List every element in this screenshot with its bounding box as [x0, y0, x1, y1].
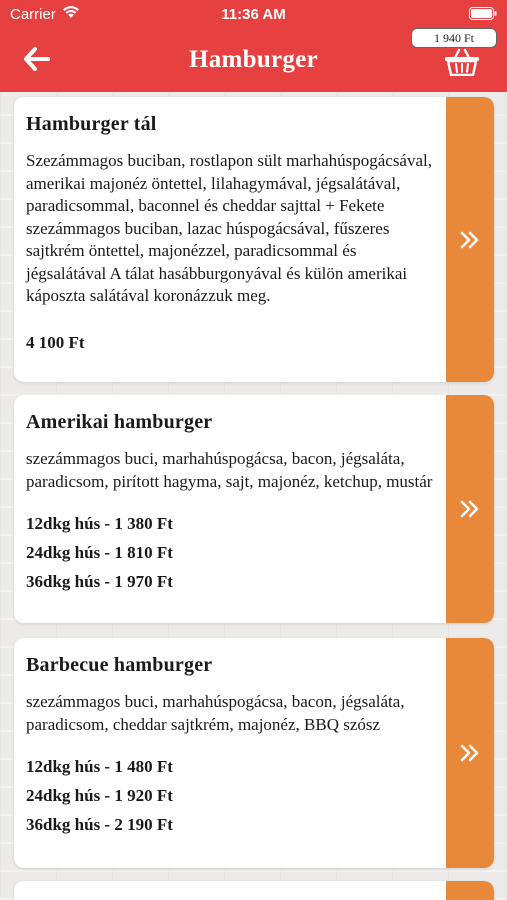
- menu-item-prices: [26, 328, 434, 357]
- battery-icon: [469, 7, 497, 20]
- menu-item-prices: [26, 752, 434, 839]
- menu-item-title: Amerikai hamburger: [26, 411, 213, 433]
- menu-item-description: Szezámmagos buciban, rostlapon sült marhahúspogácsával, amerikai majonéz öntettel, lilahagymával, jégsalátával, paradicsommal, baconnel és cheddar sajttal + Fekete szezámmagos buciban, lazac húspogácsával, fűszeres sajtkrém öntettel, majonézzel, paradicsommal és jégsalátával A tálat hasábburgonyával és külön amerikai káposzta salátával koronázzuk meg.: [26, 151, 432, 305]
- double-chevron-right-icon: [458, 497, 482, 521]
- basket-icon[interactable]: [444, 48, 480, 76]
- menu-item-title: Hamburger tál: [26, 113, 157, 135]
- menu-item-body: [14, 395, 446, 623]
- open-item-button[interactable]: [446, 638, 494, 868]
- menu-item-price: 36dkg hús - 1 970 Ft: [26, 572, 173, 591]
- menu-item-card[interactable]: [14, 881, 494, 900]
- menu-item-price: 24dkg hús - 1 920 Ft: [26, 786, 173, 805]
- carrier-label: Carrier: [10, 6, 56, 23]
- menu-item-price: 4 100 Ft: [26, 332, 85, 352]
- menu-item-card[interactable]: [14, 395, 494, 623]
- menu-item-title: Barbecue hamburger: [26, 654, 213, 676]
- double-chevron-right-icon: [458, 741, 482, 765]
- menu-item-body: [14, 97, 446, 382]
- status-bar: [0, 0, 507, 28]
- menu-item-card[interactable]: [14, 638, 494, 868]
- menu-item-description: szezámmagos buci, marhahúspogácsa, bacon, jégsaláta, paradicsom, cheddar sajtkrém, majonéz, BBQ szósz: [26, 692, 405, 734]
- open-item-button[interactable]: [446, 97, 494, 382]
- menu-item-price: 24dkg hús - 1 810 Ft: [26, 543, 173, 562]
- menu-item-card[interactable]: [14, 97, 494, 382]
- open-item-button[interactable]: [446, 395, 494, 623]
- header-bar: [0, 0, 507, 92]
- menu-item-description: szezámmagos buci, marhahúspogácsa, bacon, jégsaláta, paradicsom, pirított hagyma, sajt, majonéz, ketchup, mustár: [26, 449, 433, 491]
- double-chevron-right-icon: [458, 228, 482, 252]
- menu-item-price: 12dkg hús - 1 380 Ft: [26, 514, 173, 533]
- menu-item-price: 12dkg hús - 1 480 Ft: [26, 757, 173, 776]
- page-title: Hamburger: [188, 46, 319, 73]
- menu-item-price: 36dkg hús - 2 190 Ft: [26, 815, 173, 834]
- open-item-button[interactable]: [446, 881, 494, 900]
- menu-item-prices: [26, 509, 434, 596]
- clock: 11:36 AM: [221, 6, 286, 23]
- cart-total-badge: 1 940 Ft: [411, 28, 497, 48]
- menu-item-body: [14, 638, 446, 868]
